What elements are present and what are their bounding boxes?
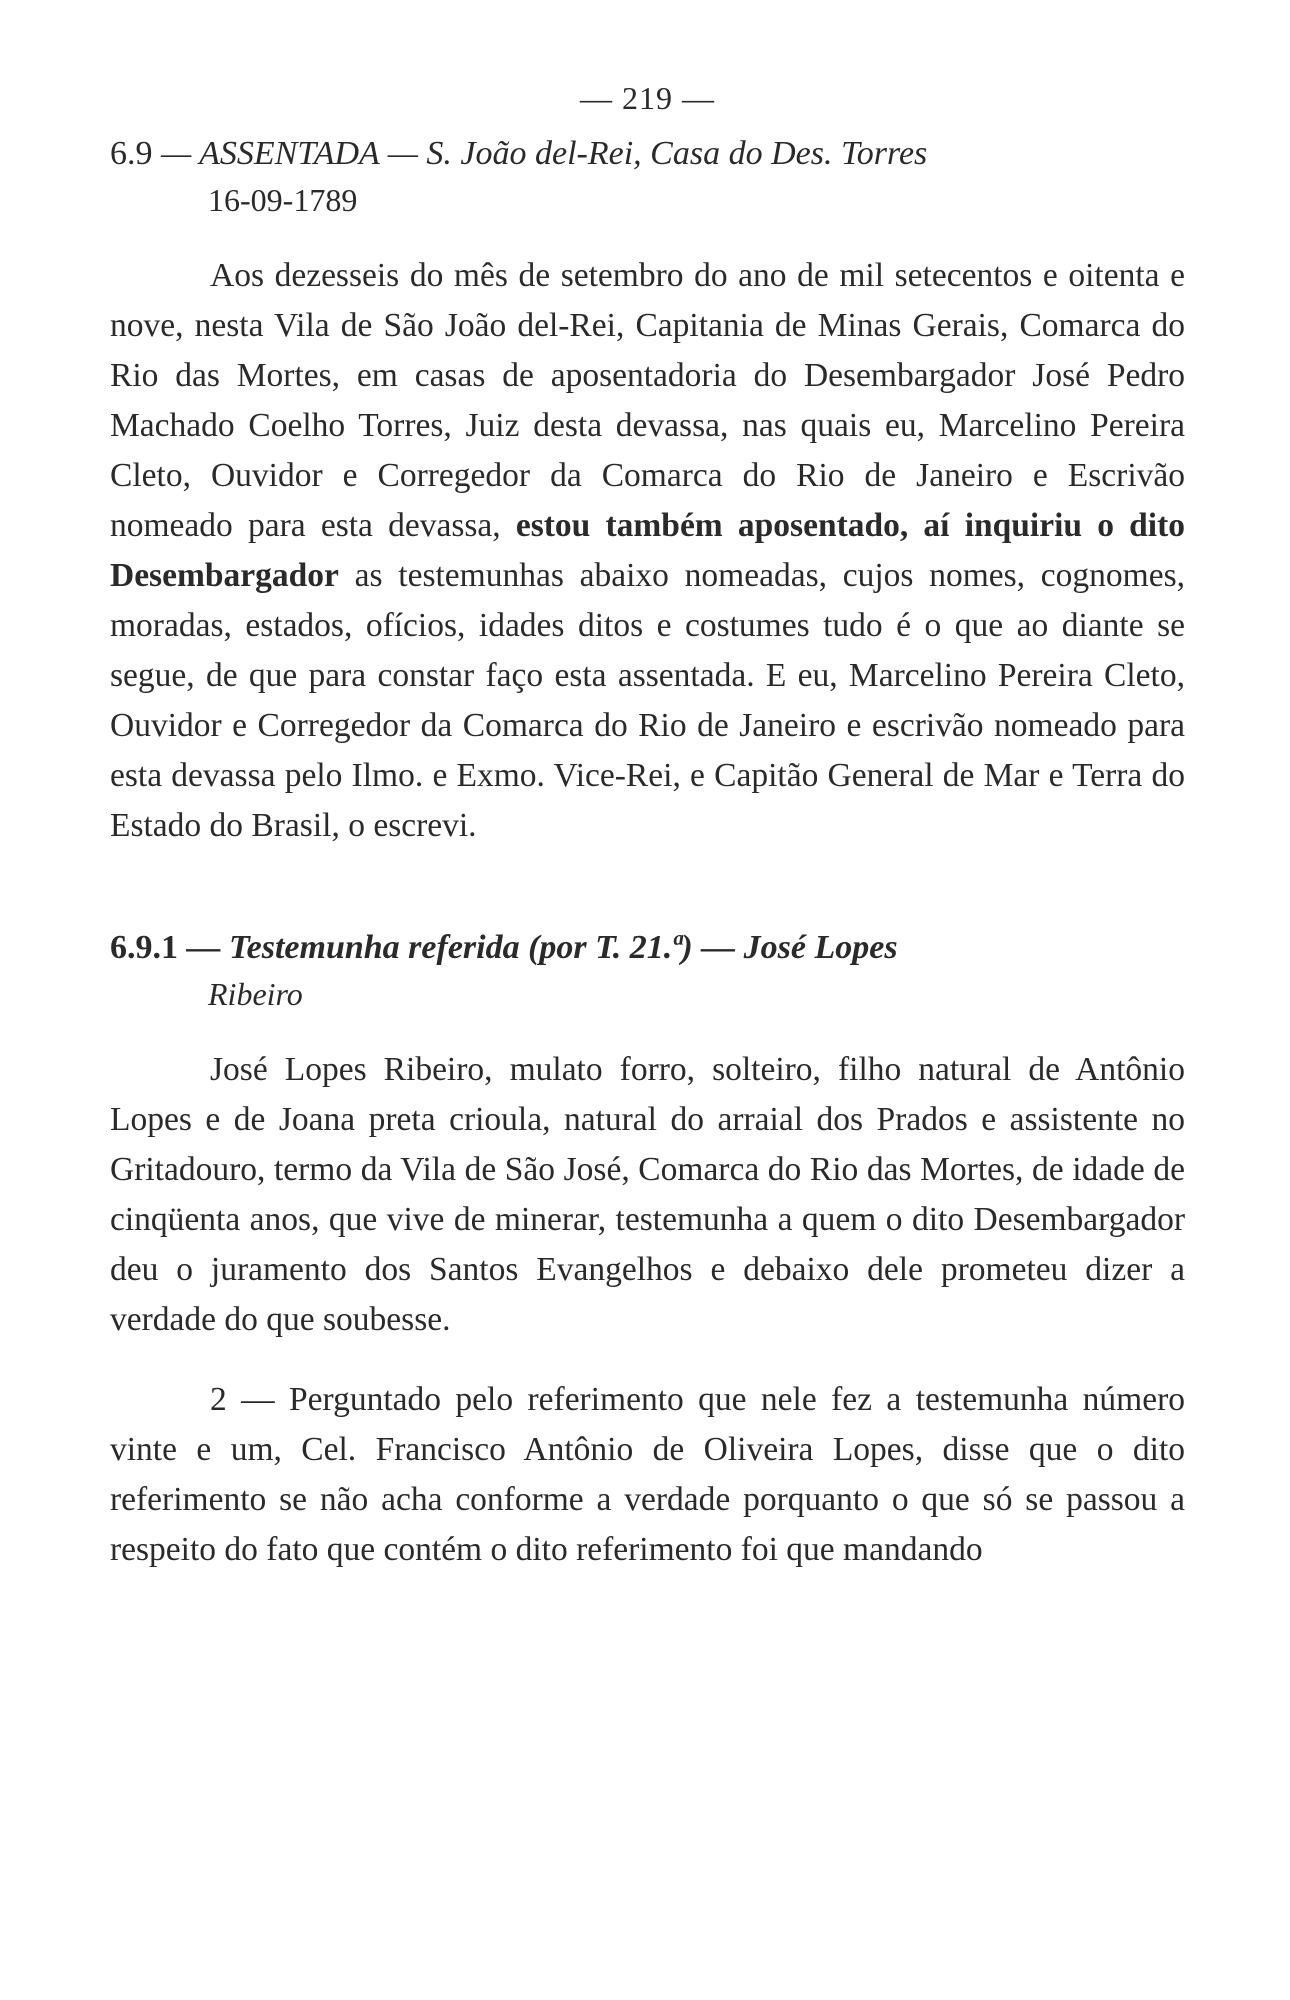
section-heading-6-9	[110, 131, 1185, 177]
document-page	[110, 80, 1185, 1575]
subsection-title: — Testemunha referida (por T. 21.ª) — José Lopes	[186, 929, 898, 966]
section-title: — ASSENTADA — S. João del-Rei, Casa do Des. Torres	[161, 135, 928, 172]
section-date: 16-09-1789	[208, 182, 358, 218]
assentada-text-part1: Aos dezesseis do mês de setembro do ano de mil setecentos e oitenta e nove, nesta Vila de São João del-Rei, Capitania de Minas Gerais, Comarca do Rio das Mortes, em casas de aposentadoria do Desembargador José Pedro Machado Coelho Torres, Juiz desta devassa, nas quais eu, Marcelino Pereira Cleto, Ouvidor e Corregedor da Comarca do Rio de Janeiro e Escrivão nomeado para esta devassa,	[110, 257, 1185, 544]
testemunha-paragraph-1: José Lopes Ribeiro, mulato forro, solteiro, filho natural de Antônio Lopes e de Joana preta crioula, natural do arraial dos Prados e assistente no Gritadouro, termo da Vila de São José, Comarca do Rio das Mortes, de idade de cinqüenta anos, que vive de minerar, testemunha a quem o dito Desembargador deu o juramento dos Santos Evangelhos e debaixo dele prometeu dizer a verdade do que soubesse.	[110, 1051, 1185, 1338]
subsection-title-continuation: Ribeiro	[208, 976, 303, 1012]
assentada-text-bold: estou também aposentado, aí inquiriu o dito Desembargador	[110, 507, 1185, 594]
assentada-text-part2: as testemunhas abaixo nomeadas, cujos nomes, cognomes, moradas, estados, ofícios, idades ditos e costumes tudo é o que ao diante se segue, de que para constar faço esta assentada. E eu, Marcelino Pereira Cleto, Ouvidor e Corregedor da Comarca do Rio de Janeiro e escrivão nomeado para esta devassa pelo Ilmo. e Exmo. Vice-Rei, e Capitão General de Mar e Terra do Estado do Brasil, o escrevi.	[110, 557, 1185, 844]
testemunha-paragraph-2: 2 — Perguntado pelo referimento que nele fez a testemunha número vinte e um, Cel. Francisco Antônio de Oliveira Lopes, disse que o dito referimento se não acha conforme a verdade porquanto o que só se passou a respeito do fato que contém o dito referimento foi que mandando	[110, 1381, 1185, 1568]
testemunha-section	[110, 925, 1185, 1575]
subsection-number: 6.9.1	[110, 929, 178, 966]
section-number: 6.9	[110, 135, 153, 172]
section-heading-6-9-1	[110, 925, 1185, 971]
assentada-paragraph	[110, 251, 1185, 851]
page-number: — 219 —	[580, 80, 715, 116]
